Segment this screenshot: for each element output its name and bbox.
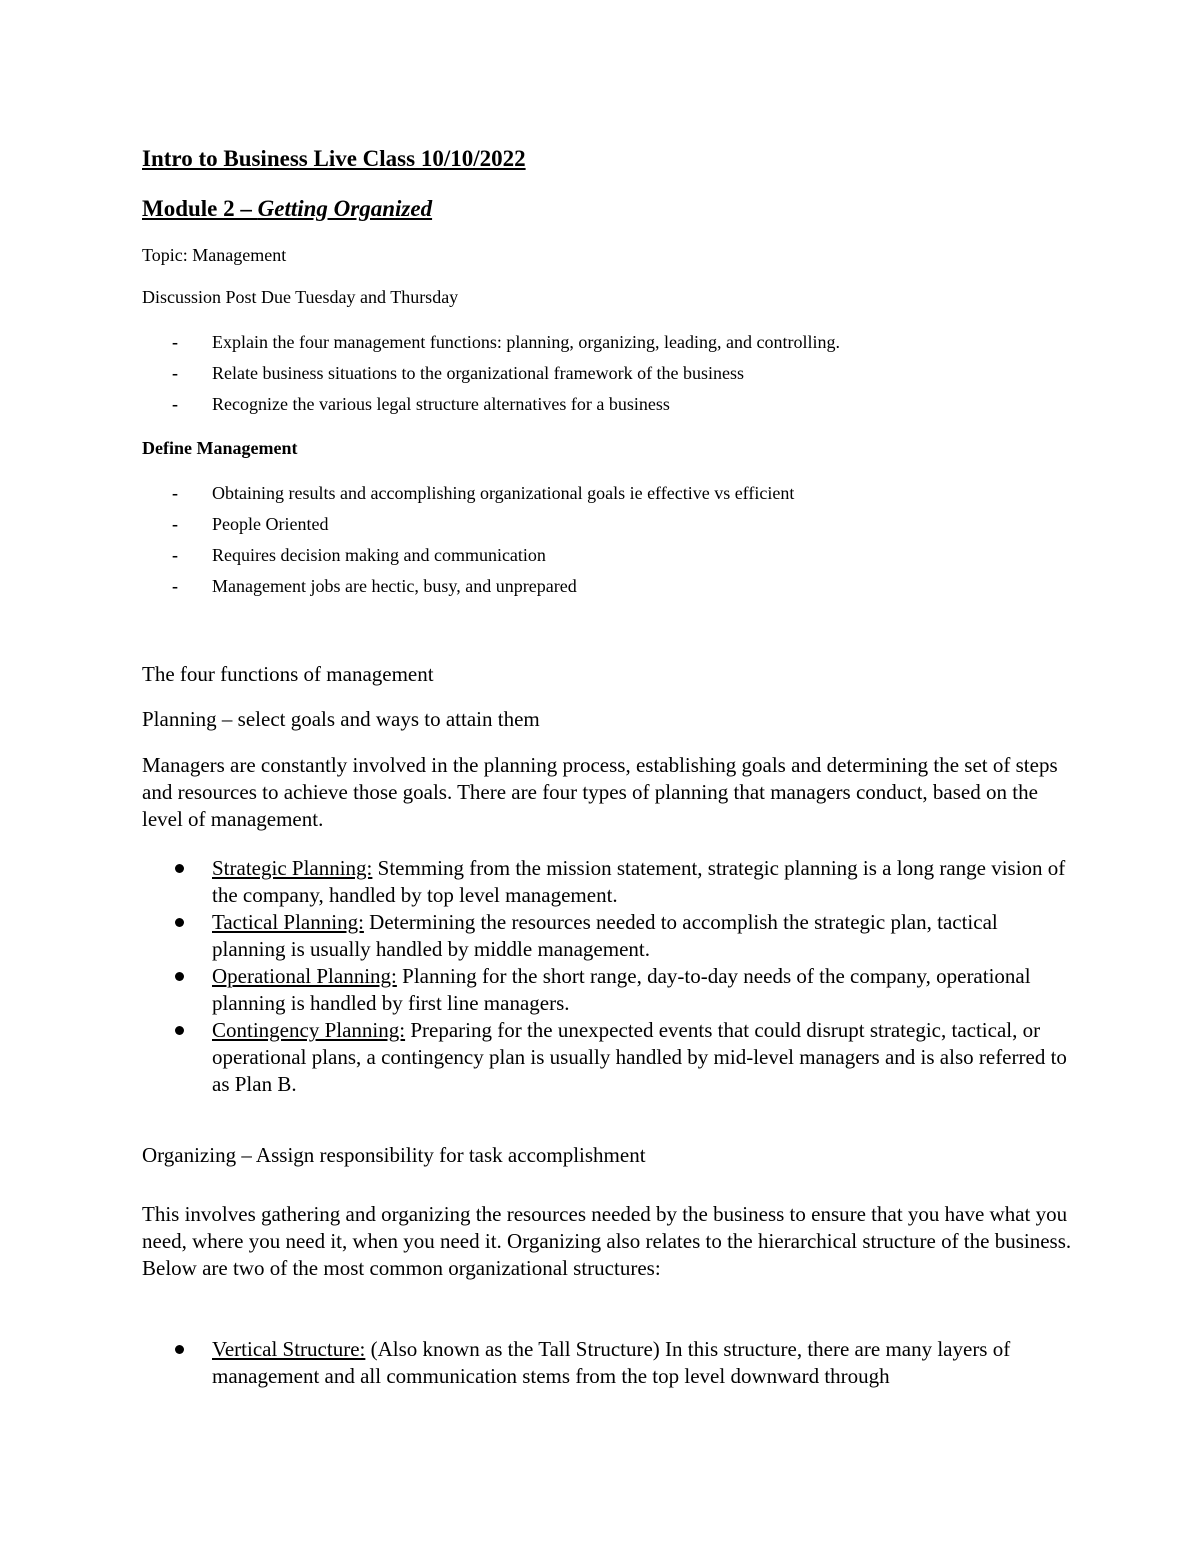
dash-bullet: - bbox=[172, 514, 178, 534]
define-text: People Oriented bbox=[212, 514, 329, 534]
planning-types-list bbox=[142, 855, 1072, 1098]
functions-heading: The four functions of management bbox=[142, 662, 434, 686]
document-title: Intro to Business Live Class 10/10/2022 bbox=[142, 146, 526, 171]
objective-text: Relate business situations to the organizational framework of the business bbox=[212, 363, 745, 383]
structures-list bbox=[142, 1336, 1072, 1390]
bullet-dot bbox=[175, 1345, 184, 1354]
planning-term: Tactical Planning: bbox=[212, 910, 364, 934]
dash-bullet: - bbox=[172, 545, 178, 565]
define-text: Management jobs are hectic, busy, and unprepared bbox=[212, 576, 577, 596]
organizing-paragraph: This involves gathering and organizing the resources needed by the business to ensure that you have what you need, where you need it, when you need it. Organizing also relates to the hierarchical structure of the business. Below are two of the most common organizational structures: bbox=[142, 1202, 1072, 1280]
define-text: Obtaining results and accomplishing organizational goals ie effective vs efficient bbox=[212, 483, 795, 503]
objective-text: Recognize the various legal structure alternatives for a business bbox=[212, 394, 670, 414]
structure-desc: (Also known as the Tall Structure) In this structure, there are many layers of management and all communication stems from the top level downward through bbox=[212, 1337, 1011, 1388]
dash-bullet: - bbox=[172, 363, 178, 383]
planning-desc: Preparing for the unexpected events that could disrupt strategic, tactical, or operational plans, a contingency plan is usually handled by mid-level managers and is also referred to as Plan B. bbox=[212, 1018, 1067, 1096]
organizing-heading: Organizing – Assign responsibility for task accomplishment bbox=[142, 1143, 646, 1167]
planning-desc: Determining the resources needed to accomplish the strategic plan, tactical planning is usually handled by middle management. bbox=[212, 910, 998, 961]
planning-heading: Planning – select goals and ways to attain them bbox=[142, 707, 540, 731]
list-item bbox=[142, 1017, 1072, 1098]
define-management-heading: Define Management bbox=[142, 438, 298, 458]
define-text: Requires decision making and communication bbox=[212, 545, 546, 565]
list-item bbox=[142, 855, 1072, 909]
planning-term: Strategic Planning: bbox=[212, 856, 373, 880]
dash-bullet: - bbox=[172, 332, 178, 352]
planning-paragraph: Managers are constantly involved in the planning process, establishing goals and determining the set of steps and resources to achieve those goals. There are four types of planning that managers conduct, based on the level of management. bbox=[142, 753, 1058, 831]
module-italic-title: Getting Organized bbox=[257, 196, 433, 221]
planning-term: Operational Planning: bbox=[212, 964, 397, 988]
objective-text: Explain the four management functions: planning, organizing, leading, and controlling. bbox=[212, 332, 841, 352]
topic-line: Topic: Management bbox=[142, 245, 287, 265]
module-heading bbox=[142, 196, 432, 222]
planning-term: Contingency Planning: bbox=[212, 1018, 406, 1042]
planning-desc: Stemming from the mission statement, strategic planning is a long range vision of the company, handled by top level management. bbox=[212, 856, 1066, 907]
bullet-dot bbox=[175, 1026, 184, 1035]
bullet-dot bbox=[175, 972, 184, 981]
bullet-dot bbox=[175, 918, 184, 927]
list-item bbox=[142, 1336, 1072, 1390]
discussion-line: Discussion Post Due Tuesday and Thursday bbox=[142, 287, 459, 307]
dash-bullet: - bbox=[172, 576, 178, 596]
structure-term: Vertical Structure: bbox=[212, 1337, 366, 1361]
dash-bullet: - bbox=[172, 394, 178, 414]
planning-desc: Planning for the short range, day-to-day needs of the company, operational planning is handled by first line managers. bbox=[212, 964, 1031, 1015]
module-prefix: Module 2 – bbox=[142, 196, 258, 221]
list-item bbox=[142, 909, 1072, 963]
list-item bbox=[142, 963, 1072, 1017]
dash-bullet: - bbox=[172, 483, 178, 503]
bullet-dot bbox=[175, 864, 184, 873]
